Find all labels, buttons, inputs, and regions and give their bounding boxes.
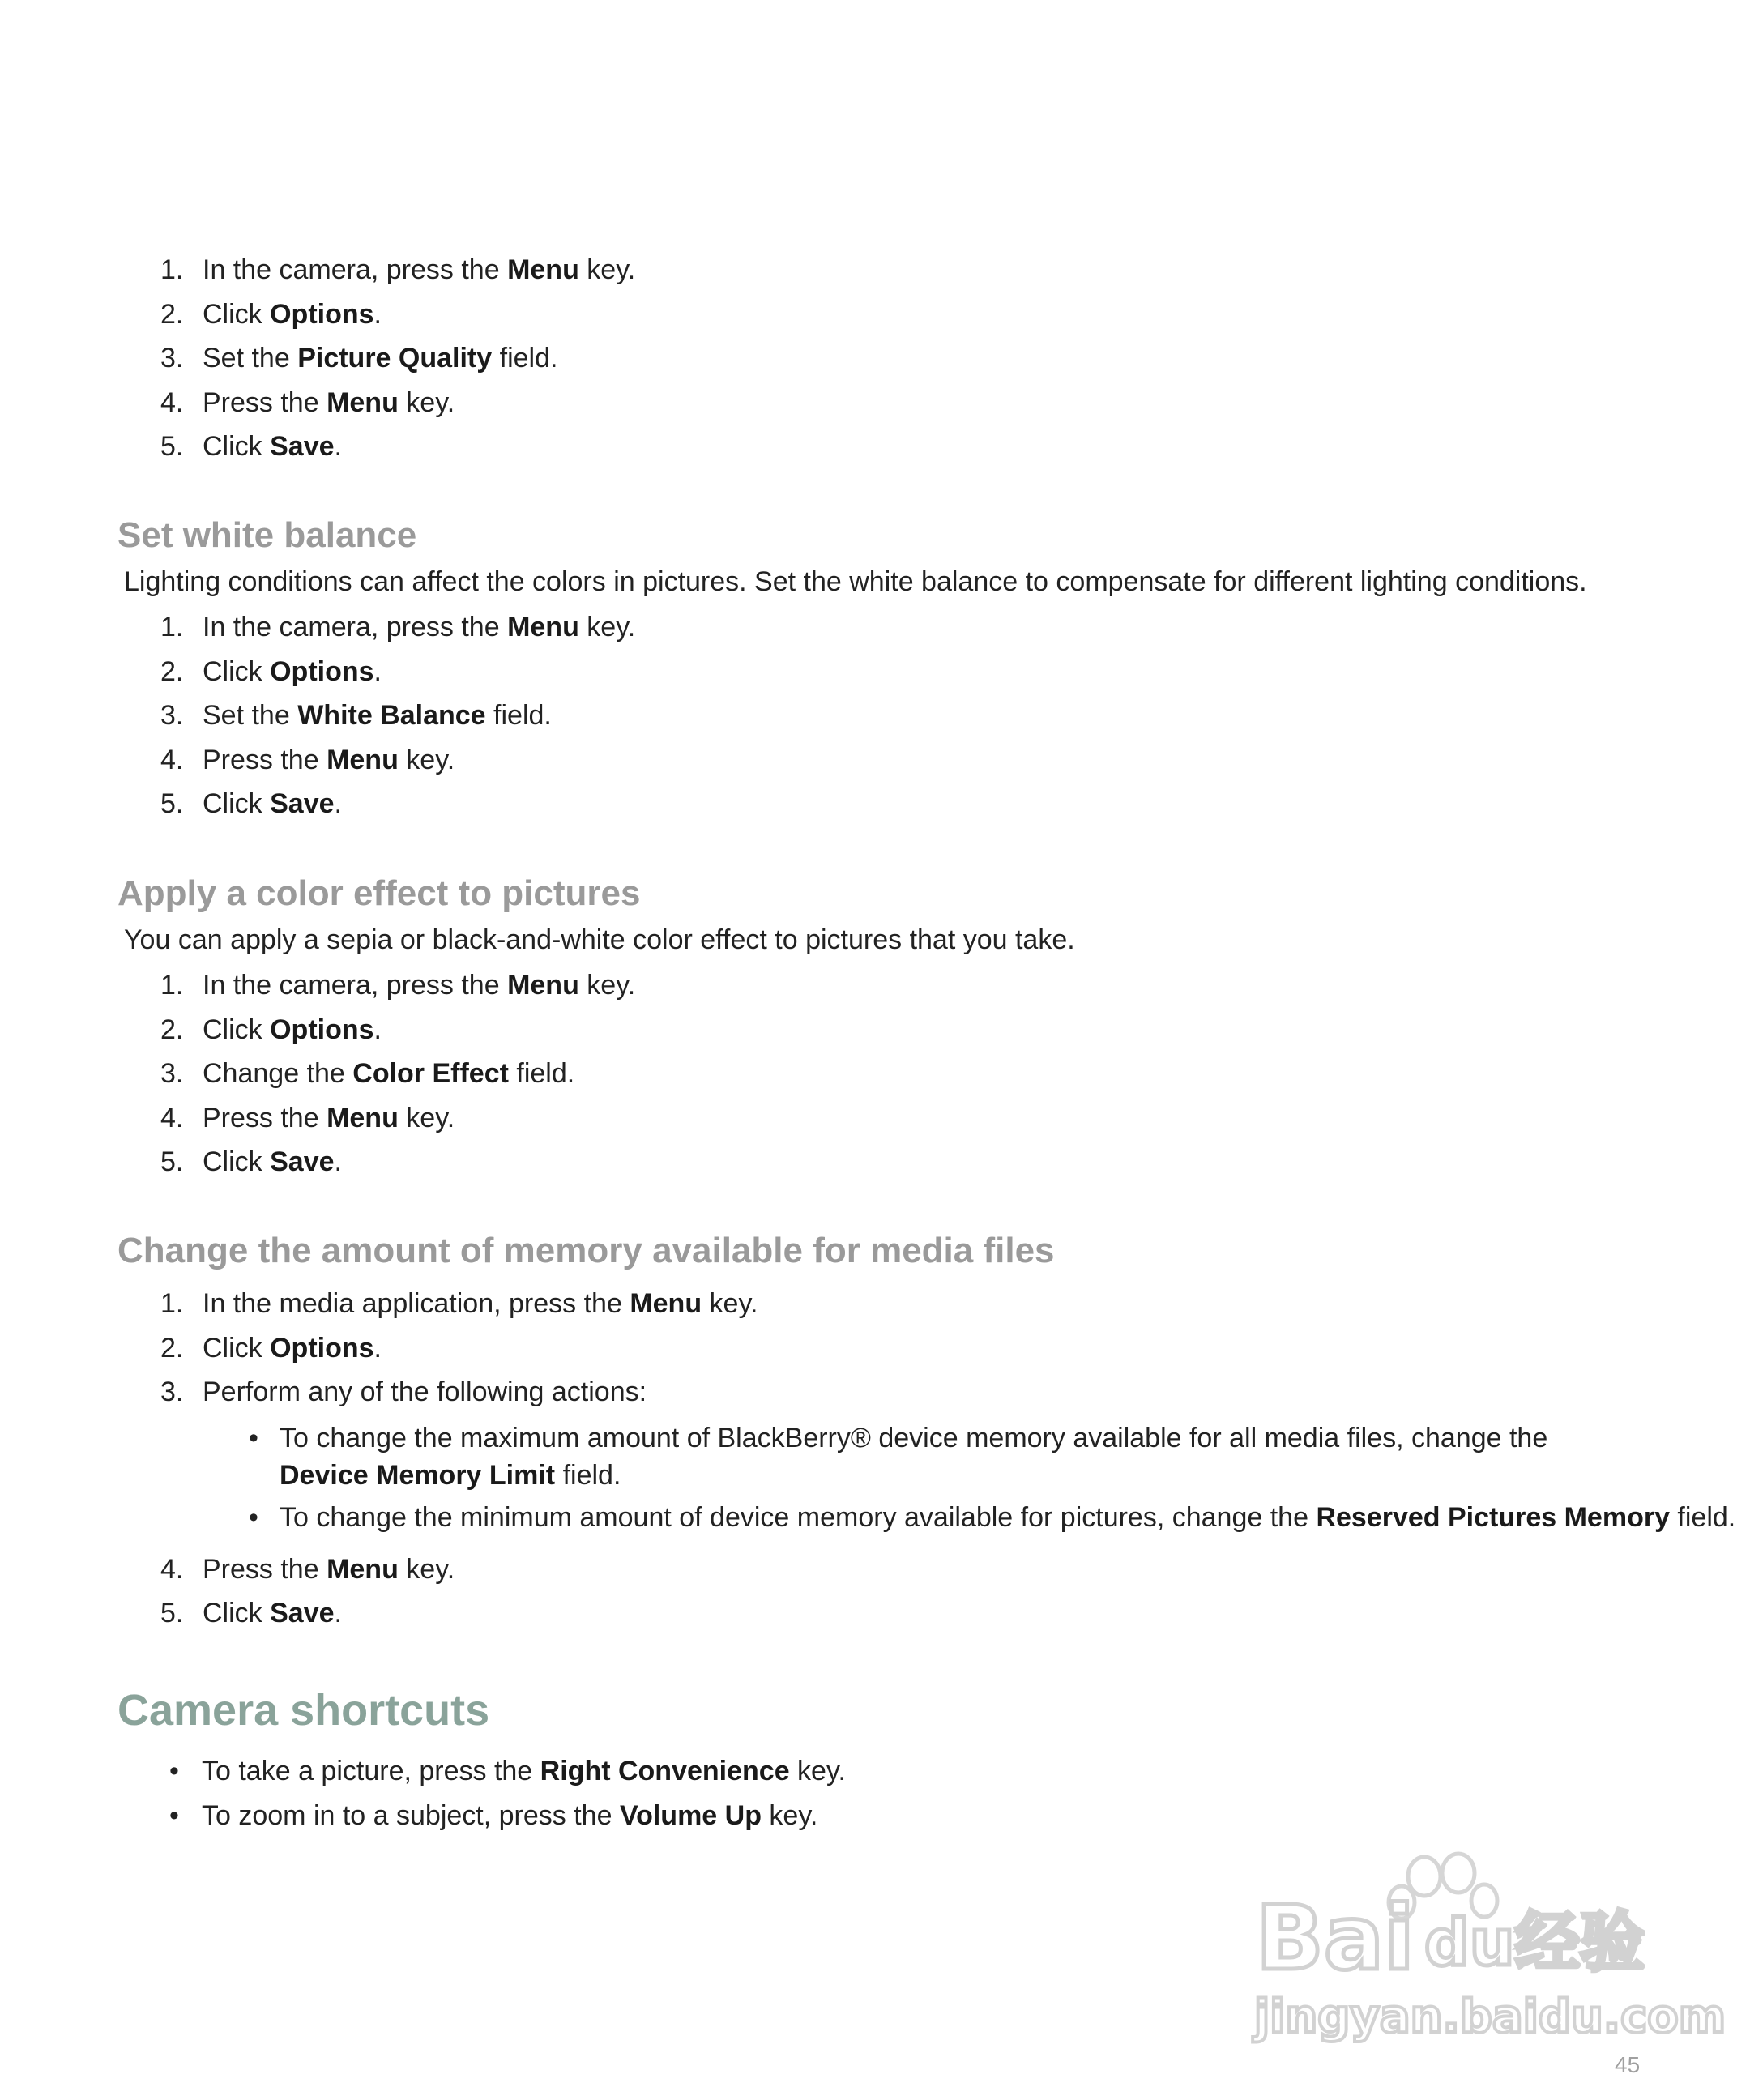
bullet-item: • To zoom in to a subject, press the Volume Up key. bbox=[169, 1799, 818, 1831]
step-item: 3. Set the White Balance field. bbox=[160, 700, 552, 731]
step-item: 2. Click Options. bbox=[160, 1014, 382, 1045]
bullet-item: • To change the maximum amount of BlackBerry® device memory available for all media files, change the Device Memory Limit field. bbox=[249, 1422, 1548, 1491]
baidu-jingyan-watermark bbox=[1240, 1855, 1727, 2050]
memory-section bbox=[117, 1225, 1736, 1636]
jingyan-text: 经验 bbox=[1515, 1905, 1645, 1980]
step-item: 3. Perform any of the following actions: bbox=[160, 1377, 647, 1407]
white-balance-section bbox=[117, 510, 1657, 826]
baidu-logo-text: Bai bbox=[1256, 1886, 1415, 1990]
section-heading: Change the amount of memory available for media files bbox=[117, 1231, 1055, 1270]
step-item: 2. Click Options. bbox=[160, 298, 382, 330]
step-item: 4. Press the Menu key. bbox=[160, 1553, 455, 1585]
white-balance-steps bbox=[117, 605, 1657, 826]
step-item: 1. In the camera, press the Menu key. bbox=[160, 254, 636, 285]
picture-quality-section bbox=[117, 248, 1657, 469]
watermark-url: jingyan.baidu.com bbox=[1254, 1991, 1727, 2043]
picture-quality-steps bbox=[117, 248, 1657, 469]
section-heading: Apply a color effect to pictures bbox=[117, 873, 641, 913]
step-item: 3. Change the Color Effect field. bbox=[160, 1058, 575, 1089]
bullet-item: • To take a picture, press the Right Convenience key. bbox=[169, 1756, 846, 1786]
step-item: 5. Click Save. bbox=[160, 1146, 342, 1177]
bullet-item: • To change the minimum amount of device memory available for pictures, change the Reserved Pictures Memory field. bbox=[249, 1501, 1736, 1533]
step-item: 5. Click Save. bbox=[160, 1598, 342, 1628]
step-item: 5. Click Save. bbox=[160, 431, 342, 462]
memory-steps bbox=[117, 1282, 1657, 1415]
chapter-heading: Camera shortcuts bbox=[117, 1686, 490, 1735]
step-item: 1. In the camera, press the Menu key. bbox=[160, 612, 636, 642]
memory-bullets bbox=[117, 1419, 1736, 1536]
step-item: 2. Click Options. bbox=[160, 1332, 382, 1364]
step-item: 4. Press the Menu key. bbox=[160, 1102, 455, 1133]
color-effect-section bbox=[117, 868, 1657, 1184]
camera-shortcuts-section bbox=[117, 1680, 1657, 1838]
step-item: 2. Click Options. bbox=[160, 655, 382, 687]
step-item: 4. Press the Menu key. bbox=[160, 386, 455, 418]
section-intro: Lighting conditions can affect the colors in pictures. Set the white balance to compensate for different lighting conditions. bbox=[124, 566, 1587, 597]
page-number: 45 bbox=[1615, 2052, 1641, 2077]
shortcut-bullets bbox=[117, 1749, 1657, 1838]
step-item: 3. Set the Picture Quality field. bbox=[160, 343, 558, 373]
color-effect-steps bbox=[117, 963, 1657, 1184]
memory-steps-continued bbox=[117, 1547, 1657, 1636]
step-item: 1. In the camera, press the Menu key. bbox=[160, 970, 636, 1001]
section-intro: You can apply a sepia or black-and-white color effect to pictures that you take. bbox=[124, 924, 1075, 955]
step-item: 5. Click Save. bbox=[160, 788, 342, 819]
step-item: 1. In the media application, press the Menu key. bbox=[160, 1288, 758, 1319]
section-heading: Set white balance bbox=[117, 515, 417, 555]
baidu-logo-du: du bbox=[1424, 1907, 1515, 1980]
step-item: 4. Press the Menu key. bbox=[160, 744, 455, 775]
